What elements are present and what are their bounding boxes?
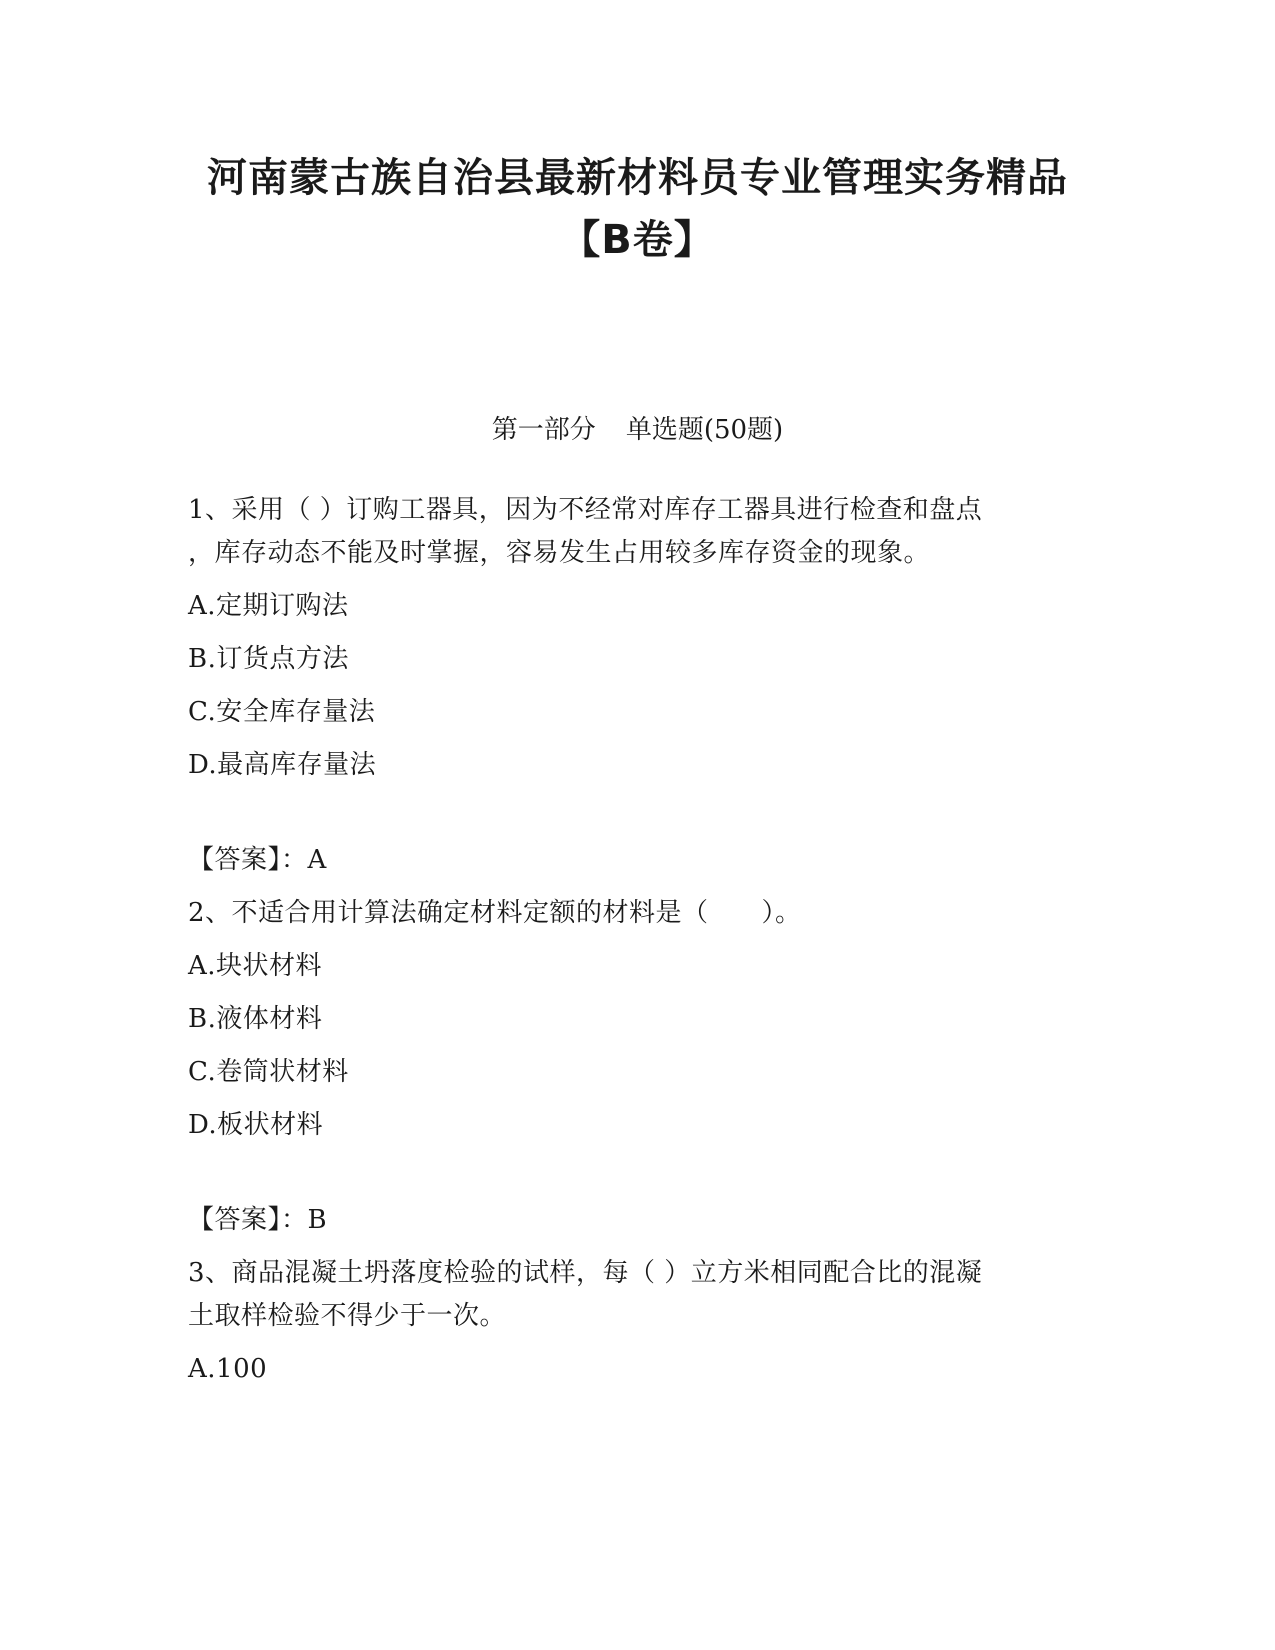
question-2-option-c: C.卷筒状材料 xyxy=(188,1057,349,1087)
section-type: 单选题(50题) xyxy=(625,415,784,445)
question-1-option-a: A.定期订购法 xyxy=(188,591,349,621)
question-2-option-a: A.块状材料 xyxy=(188,951,323,981)
document-title: 河南蒙古族自治县最新材料员专业管理实务精品 xyxy=(207,155,1068,201)
section-part: 第一部分 xyxy=(491,415,596,445)
question-1-answer: 【答案】：A xyxy=(188,845,327,875)
question-2-stem: 2、不适合用计算法确定材料定额的材料是（ ）。 xyxy=(188,898,802,928)
document-title-volume: 【B卷】 xyxy=(560,217,715,263)
question-1-stem-cont: ，库存动态不能及时掌握，容易发生占用较多库存资金的现象。 xyxy=(188,538,931,568)
question-2-option-b: B.液体材料 xyxy=(188,1004,323,1034)
question-2-option-d: D.板状材料 xyxy=(188,1110,324,1140)
question-3-stem: 3、商品混凝土坍落度检验的试样，每（ ）立方米相同配合比的混凝 xyxy=(188,1258,983,1288)
question-3-stem-cont: 土取样检验不得少于一次。 xyxy=(188,1301,507,1331)
question-1-option-d: D.最高库存量法 xyxy=(188,750,377,780)
question-1-stem: 1、采用（ ）订购工器具，因为不经常对库存工器具进行检查和盘点 xyxy=(188,495,983,525)
question-1-option-b: B.订货点方法 xyxy=(188,644,349,674)
section-heading xyxy=(0,412,1275,448)
question-1-option-c: C.安全库存量法 xyxy=(188,697,376,727)
question-2-answer: 【答案】：B xyxy=(188,1205,328,1235)
question-3-option-a: A.100 xyxy=(188,1354,268,1384)
